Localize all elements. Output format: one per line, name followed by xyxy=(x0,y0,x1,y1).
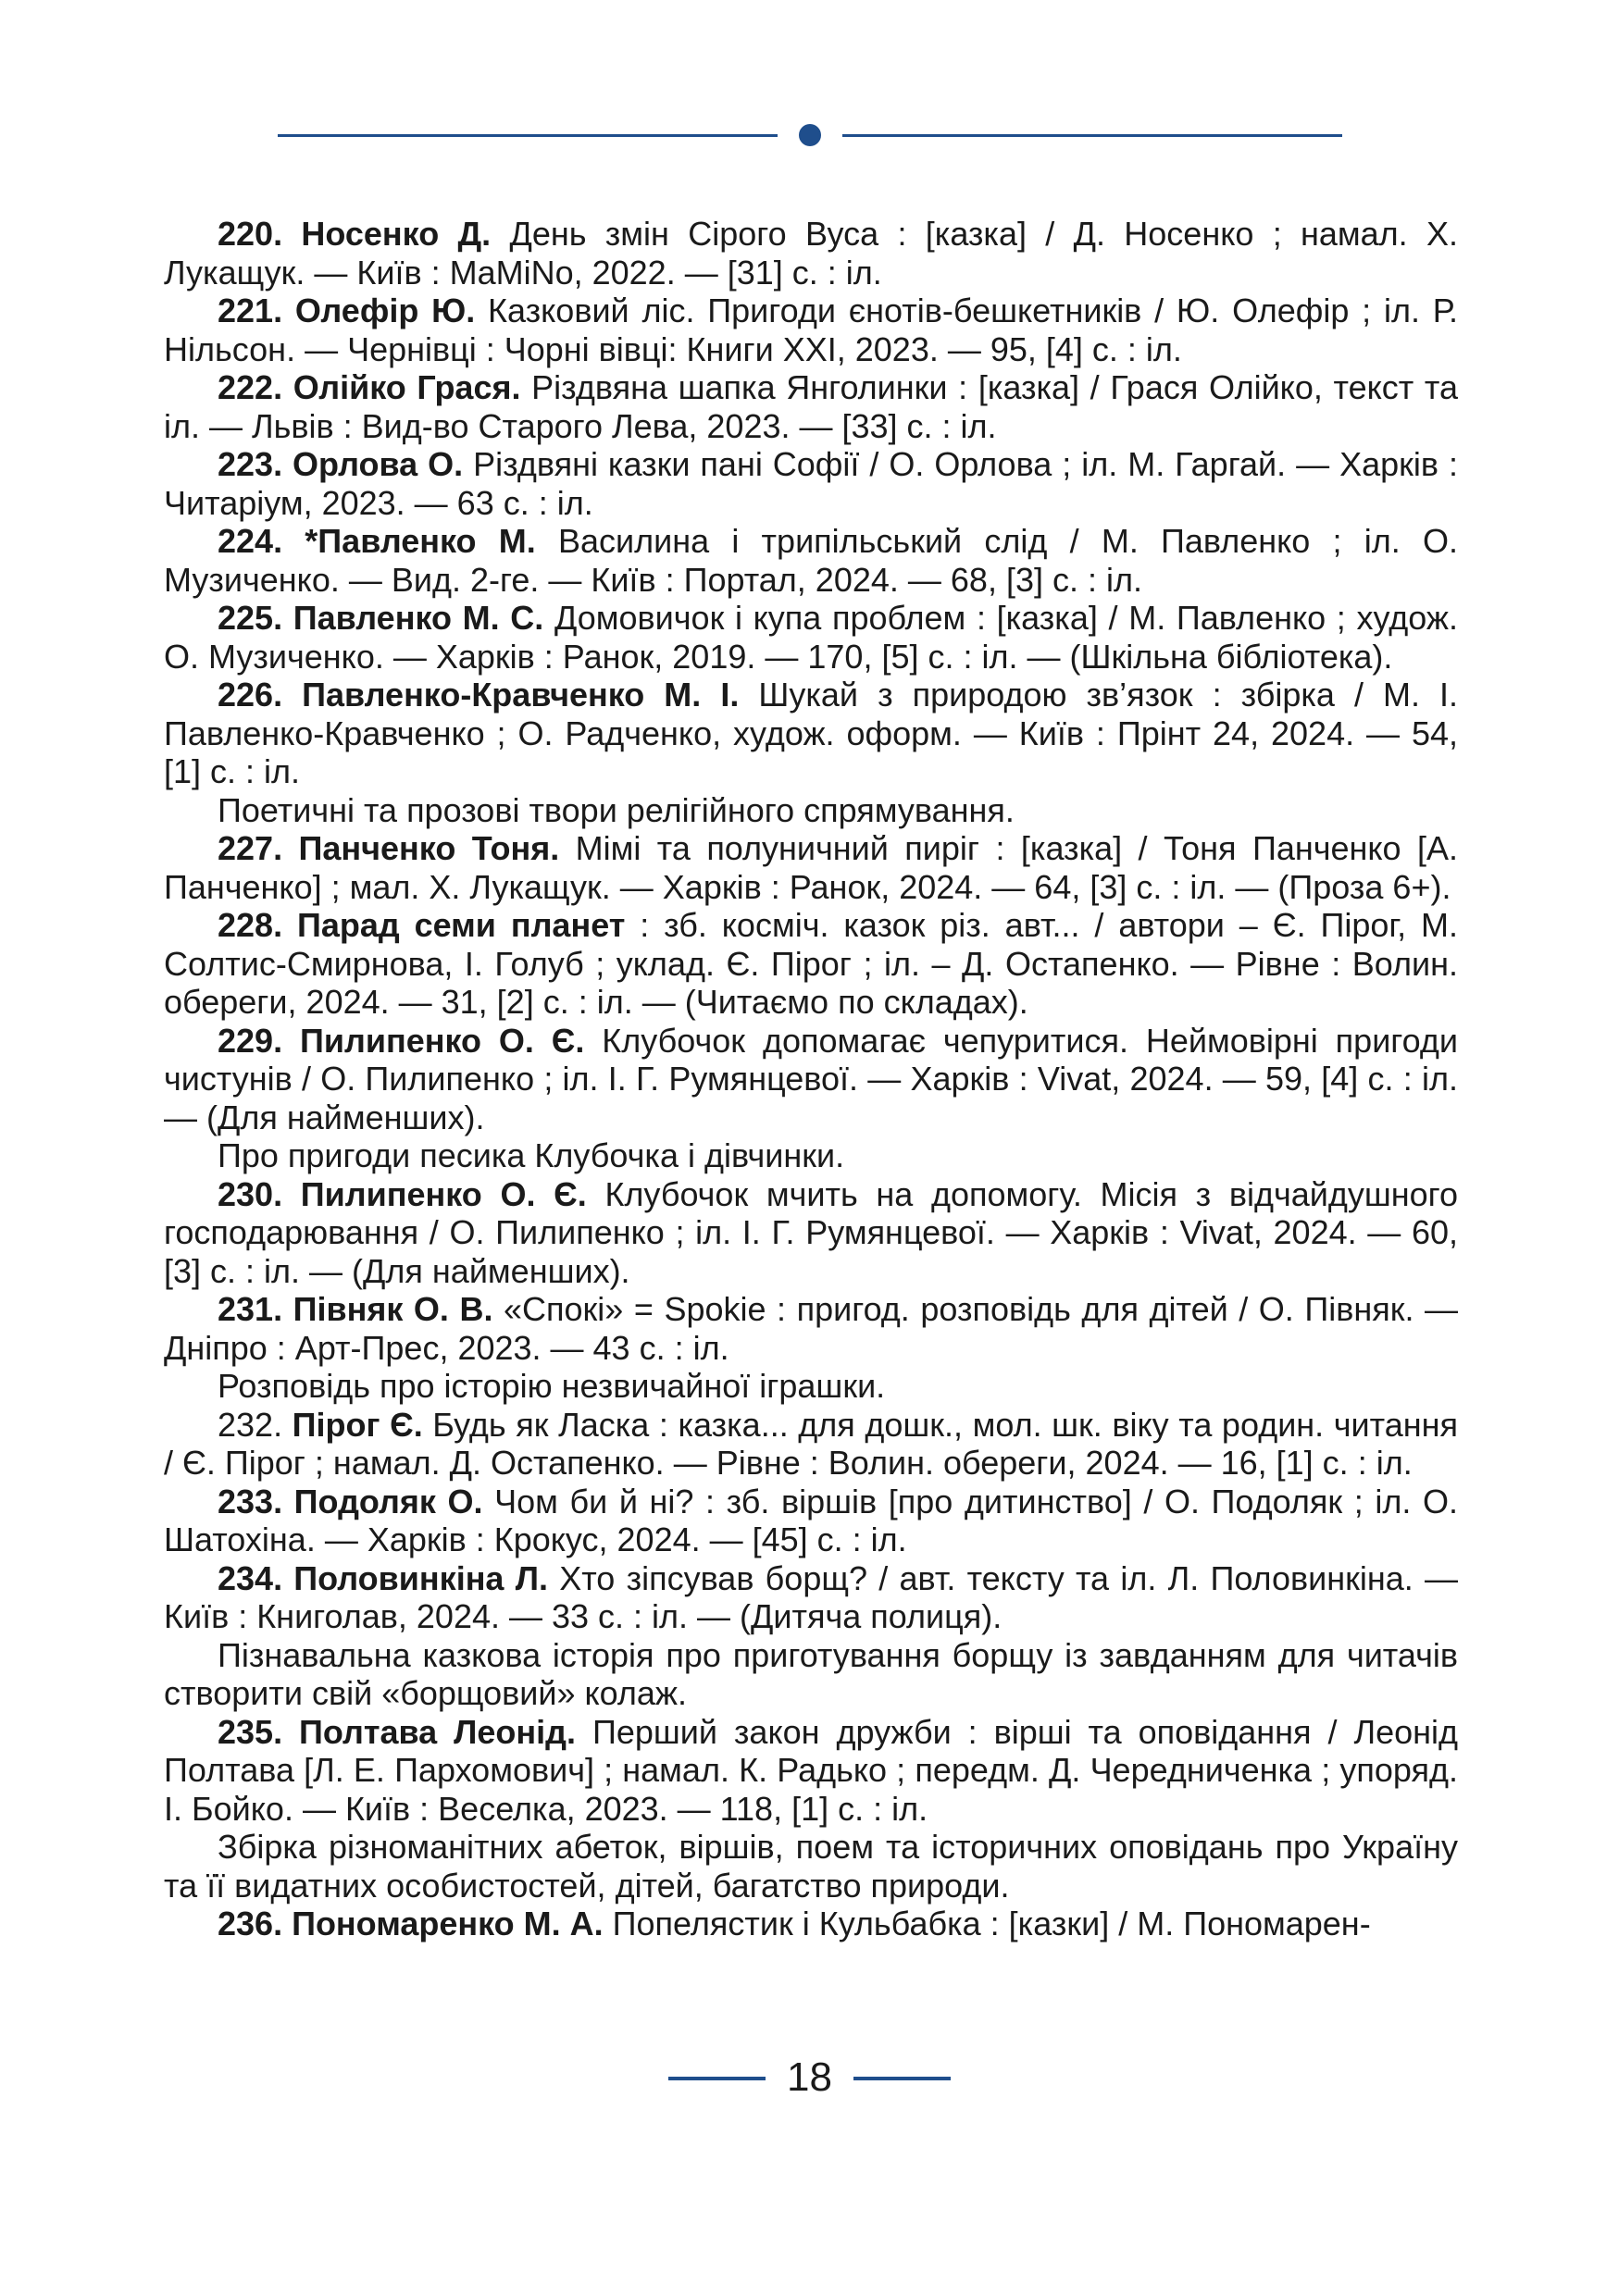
header-dot xyxy=(799,124,821,146)
bibliography-entry xyxy=(164,1559,1458,1636)
entry-annotation: Збірка різноманітних абеток, віршів, поем та історичних оповідань про Україну та її видатних особистостей, дітей, багатство природи. xyxy=(164,1828,1458,1905)
bibliography-entry xyxy=(164,1713,1458,1829)
entry-author: 226. Павленко-Кравченко М. І. xyxy=(218,676,740,714)
entry-description: Шукай з природою зв’язок : збірка / М. І. Павленко-Кравченко ; О. Радченко, худож. оформ. — Київ : Прінт 24, 2024. — 54, [1] с. : іл. xyxy=(164,676,1459,790)
entry-description: Казковий ліс. Пригоди єнотів-бешкетників / Ю. Олефір ; іл. Р. Нільсон. — Чернівці : Чорні вівці: Книги ХХІ, 2023. — 95, [4] с. : іл. xyxy=(164,292,1458,368)
bibliography-entry xyxy=(164,1022,1458,1137)
entry-description: Домовичок і купа проблем : [казка] / М. Павленко ; худож. О. Музиченко. — Харків : Ранок, 2019. — 170, [5] с. : іл. — (Шкільна бібліотека). xyxy=(164,599,1458,676)
bibliography-entry xyxy=(164,599,1458,676)
entry-author: 225. Павленко М. С. xyxy=(218,599,544,637)
page-footer xyxy=(0,2050,1619,2105)
bibliography-entry xyxy=(164,1905,1458,1943)
entry-description: Будь як Ласка : казка... для дошк., мол. шк. віку та родин. читання / Є. Пірог ; намал. Д. Остапенко. — Рівне : Волин. обереги, 2024. — 16, [1] с. : іл. xyxy=(164,1405,1458,1482)
bibliography-entry xyxy=(164,829,1458,906)
entry-author: 220. Носенко Д. xyxy=(218,215,492,253)
bibliography-entry xyxy=(164,292,1458,368)
entry-author: 236. Пономаренко М. А. xyxy=(218,1905,604,1942)
footer-rule-left xyxy=(668,2077,766,2080)
entry-annotation: Про пригоди песика Клубочка і дівчинки. xyxy=(218,1136,845,1174)
entry-description: : зб. косміч. казок різ. авт... / автори – Є. Пірог, М. Солтис-Смирнова, І. Голуб ; уклад. Є. Пірог ; іл. – Д. Остапенко. — Рівне : Волин. обереги, 2024. — 31, [2] с. : іл. — (Читаємо по складах). xyxy=(164,906,1459,1021)
bibliography-entry xyxy=(164,676,1458,791)
entry-description: Клубочок допомагає чепуритися. Неймовірні пригоди чистунів / О. Пилипенко ; іл. І. Г. Румянцевої. — Харків : Vivat, 2024. — 59, [4] с. : іл. — (Для найменших). xyxy=(164,1021,1458,1136)
bibliography-entry xyxy=(164,1175,1458,1291)
entry-description: Чом би й ні? : зб. віршів [про дитинство] / О. Подоляк ; іл. О. Шатохіна. — Харків : Крокус, 2024. — [45] с. : іл. xyxy=(164,1482,1458,1558)
entry-author: 235. Полтава Леонід. xyxy=(218,1712,576,1751)
entry-description: Клубочок мчить на допомогу. Місія з відчайдушного господарювання / О. Пилипенко ; іл. І. Г. Румянцевої. — Харків : Vivat, 2024. — 60, [3] с. : іл. — (Для найменших). xyxy=(164,1174,1458,1290)
header-rule-left xyxy=(278,134,778,137)
page-number: 18 xyxy=(787,2054,832,2100)
bibliography-entry xyxy=(164,1290,1458,1367)
bibliography-entry xyxy=(164,445,1458,522)
entry-description: День змін Сірого Вуса : [казка] / Д. Носенко ; намал. Х. Лукащук. — Київ : MaMiNo, 2022. — [31] с. : іл. xyxy=(164,215,1458,292)
entry-description: Перший закон дружби : вірші та оповідання / Леонід Полтава [Л. Е. Пархомович] ; намал. К. Радько ; передм. Д. Чередниченка ; упоряд. І. Бойко. — Київ : Веселка, 2023. — 118, [1] с. : іл. xyxy=(164,1712,1458,1828)
entry-description: Василина і трипільський слід / М. Павленко ; іл. О. Музиченко. — Вид. 2-ге. — Київ : Портал, 2024. — 68, [3] с. : іл. xyxy=(164,522,1458,599)
entry-author: 231. Півняк О. В. xyxy=(218,1290,493,1328)
entry-author: Пірог Є. xyxy=(292,1405,423,1444)
entry-author: 221. Олефір Ю. xyxy=(218,292,476,329)
entry-annotation: Розповідь про історію незвичайної іграшки. xyxy=(218,1367,886,1405)
bibliography-list xyxy=(164,215,1458,1943)
entry-description: Різдвяна шапка Янголинки : [казка] / Грася Олійко, текст та іл. — Львів : Вид-во Старого Лева, 2023. — [33] с. : іл. xyxy=(164,368,1458,445)
entry-description: Попелястик і Кульбабка : [казки] / М. Пономарен- xyxy=(603,1905,1371,1942)
header-rule-right xyxy=(842,134,1342,137)
entry-annotation: Поетичні та прозові твори релігійного спрямування. xyxy=(218,790,1015,829)
entry-author: 222. Олійко Грася. xyxy=(218,368,521,406)
entry-author: 230. Пилипенко О. Є. xyxy=(218,1174,587,1213)
entry-author: 228. Парад семи планет xyxy=(218,906,626,944)
entry-description: «Спокі» = Spokie : пригод. розповідь для дітей / О. Півняк. — Дніпро : Арт-Прес, 2023. — 43 с. : іл. xyxy=(164,1290,1459,1367)
header-ornament xyxy=(278,124,1342,146)
bibliography-entry xyxy=(164,1483,1458,1559)
bibliography-entry xyxy=(164,215,1458,292)
bibliography-entry xyxy=(164,1406,1458,1483)
entry-author: 223. Орлова О. xyxy=(218,445,464,483)
footer-rule-right xyxy=(853,2077,951,2080)
entry-description: Мімі та полуничний пиріг : [казка] / Тоня Панченко [А. Панченко] ; мал. Х. Лукащук. — Харків : Ранок, 2024. — 64, [3] с. : іл. — (Проза 6+). xyxy=(164,829,1459,906)
entry-author: 233. Подоляк О. xyxy=(218,1482,483,1520)
bibliography-entry xyxy=(164,368,1458,445)
entry-description: Різдвяні казки пані Софії / О. Орлова ; іл. М. Гаргай. — Харків : Читаріум, 2023. — 63 с. : іл. xyxy=(164,445,1459,522)
entry-author: 234. Половинкіна Л. xyxy=(218,1558,548,1597)
entry-author: 229. Пилипенко О. Є. xyxy=(218,1021,585,1060)
entry-number: 232. xyxy=(218,1405,293,1444)
bibliography-entry xyxy=(164,906,1458,1022)
entry-annotation: Пізнавальна казкова історія про приготування борщу із завданням для читачів створити свій «борщовий» колаж. xyxy=(164,1635,1458,1712)
entry-description: Хто зіпсував борщ? / авт. тексту та іл. Л. Половинкіна. — Київ : Книголав, 2024. — 33 с. : іл. — (Дитяча полиця). xyxy=(164,1558,1458,1635)
bibliography-entry xyxy=(164,522,1458,599)
entry-author: 227. Панченко Тоня. xyxy=(218,829,560,867)
entry-author: 224. *Павленко М. xyxy=(218,522,536,560)
